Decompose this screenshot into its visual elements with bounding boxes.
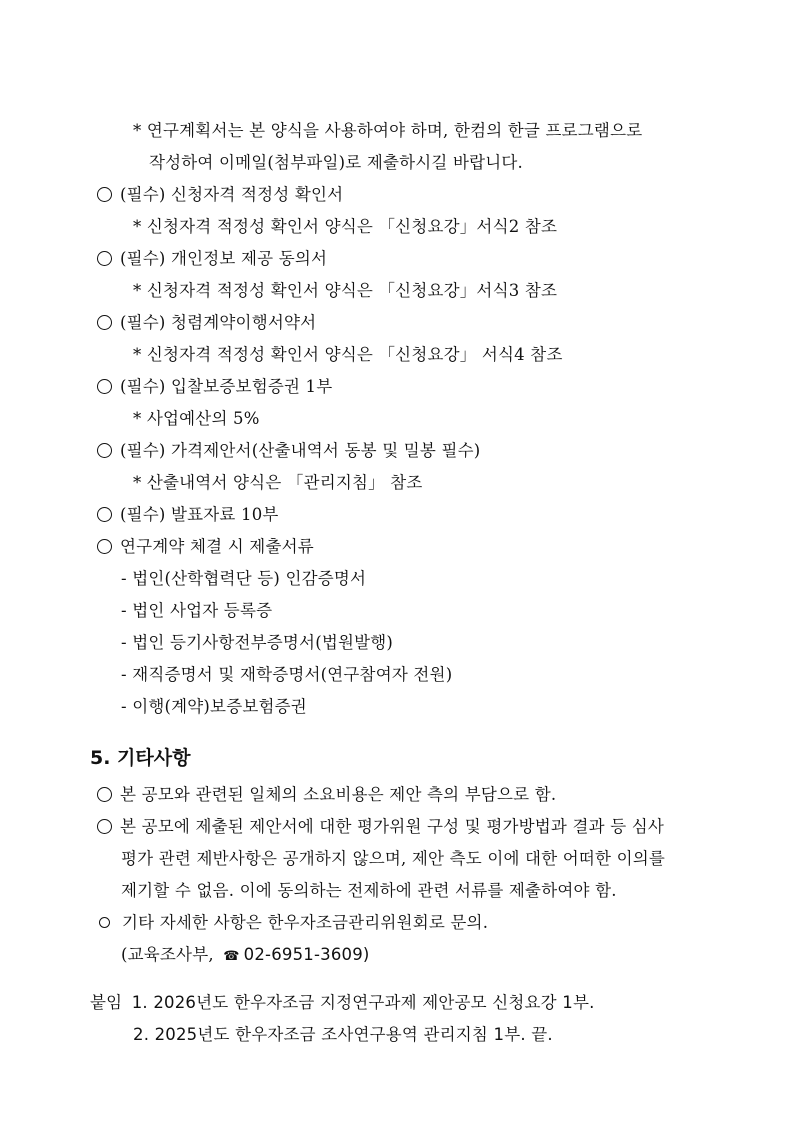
item-contract-documents: 연구계약 체결 시 제출서류 [120,537,314,556]
list-item [97,504,279,526]
section-heading: 5. 기타사항 [90,747,191,769]
circle-bullet-icon [97,315,112,330]
sub-item: - 이행(계약)보증보험증권 [121,697,307,716]
plan-note-line2: 작성하여 이메일(첨부파일)로 제출하시길 바랍니다. [149,153,523,172]
phone-icon: ☎ [223,949,240,964]
list-item [97,440,480,462]
misc-item-evaluation-line1: 본 공모에 제출된 제안서에 대한 평가위원 구성 및 평가방법과 결과 등 심사 [120,817,665,836]
misc-item-evaluation-line3: 제기할 수 없음. 이에 동의하는 전제하에 관련 서류를 제출하여야 함. [121,881,617,900]
list-item [97,536,314,558]
sub-item: - 법인 등기사항전부증명서(법원발행) [121,633,394,652]
list-item [97,816,664,838]
plan-note-line1: * 연구계획서는 본 양식을 사용하여야 하며, 한컴의 한글 프로그램으로 [133,121,643,140]
circle-bullet-icon [97,251,112,266]
attachment-item2: 2. 2025년도 한우자조금 조사연구용역 관리지침 1부. 끝. [133,1025,553,1044]
item-required-bond: (필수) 입찰보증보험증권 1부 [120,377,333,396]
list-item [97,376,332,398]
contact-phone-number: 02-6951-3609) [243,945,370,964]
attachment-item1: 1. 2026년도 한우자조금 지정연구과제 제안공모 신청요강 1부. [131,993,595,1012]
circle-bullet-icon [97,187,112,202]
list-item [97,248,327,270]
contact-department: (교육조사부, [121,945,214,964]
item-required-presentation: (필수) 발표자료 10부 [120,505,279,524]
sub-item: - 법인(산학협력단 등) 인감증명서 [121,569,367,588]
item-note: * 산출내역서 양식은 「관리지침」 참조 [133,473,423,492]
misc-item-evaluation-line2: 평가 관련 제반사항은 공개하지 않으며, 제안 측도 이에 대한 어떠한 이의를 [121,849,666,868]
list-item [97,312,316,334]
item-note: * 신청자격 적정성 확인서 양식은 「신청요강」 서식4 참조 [133,345,563,364]
circle-bullet-icon [97,507,112,522]
circle-bullet-icon [97,539,112,554]
item-required-integrity: (필수) 청렴계약이행서약서 [120,313,317,332]
item-required-privacy: (필수) 개인정보 제공 동의서 [120,249,328,268]
list-item [97,912,488,934]
circle-bullet-icon [97,443,112,458]
item-note: * 사업예산의 5% [133,409,260,428]
contact-info [121,944,370,968]
list-item [97,784,556,806]
item-required-eligibility: (필수) 신청자격 적정성 확인서 [120,185,344,204]
sub-item: - 재직증명서 및 재학증명서(연구참여자 전원) [121,665,453,684]
misc-item-inquiry: 기타 자세한 사항은 한우자조금관리위원회로 문의. [122,913,489,932]
misc-item-cost: 본 공모와 관련된 일체의 소요비용은 제안 측의 부담으로 함. [120,785,557,804]
attachment-line1 [90,992,595,1014]
circle-bullet-icon [97,379,112,394]
item-required-price: (필수) 가격제안서(산출내역서 동봉 및 밀봉 필수) [120,441,481,460]
item-note: * 신청자격 적정성 확인서 양식은 「신청요강」서식3 참조 [133,281,558,300]
item-note: * 신청자격 적정성 확인서 양식은 「신청요강」서식2 참조 [133,217,558,236]
sub-item: - 법인 사업자 등록증 [121,601,273,620]
small-circle-bullet-icon [99,917,110,928]
attachment-label: 붙임 [90,993,123,1012]
circle-bullet-icon [97,819,112,834]
circle-bullet-icon [97,787,112,802]
list-item [97,184,343,206]
